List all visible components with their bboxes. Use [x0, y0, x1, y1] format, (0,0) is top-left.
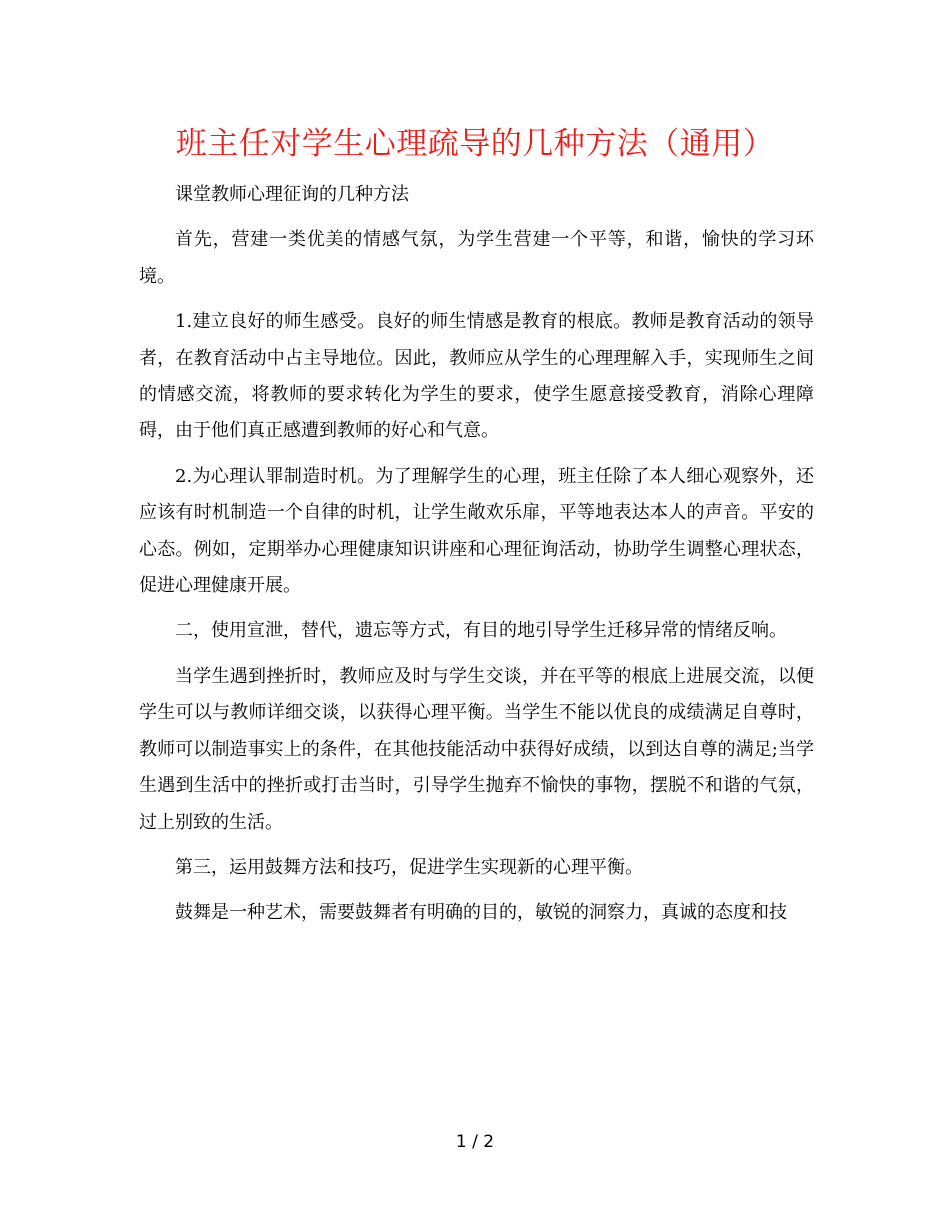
- paragraph: 课堂教师心理征询的几种方法: [175, 184, 409, 205]
- paragraph: 2.为心理认罪制造时机。为了理解学生的心理，班主任除了本人细心观察外，还应该有时机制造一个自律的时机，让学生敞欢乐扉，平等地表达本人的声音。平安的心态。例如，定期举办心理健康知识讲座和心理征询活动，协助学生调整心理状态，促进心理健康开展。: [139, 465, 814, 597]
- paragraph: 二，使用宣泄，替代，遗忘等方式，有目的地引导学生迁移异常的情绪反响。: [175, 620, 787, 642]
- document-body: [139, 177, 814, 941]
- paragraph: 第三，运用鼓舞方法和技巧，促进学生实现新的心理平衡。: [175, 856, 643, 878]
- document-title: 班主任对学生心理疏导的几种方法（通用）: [175, 126, 775, 162]
- paragraph: 首先，营建一类优美的情感气氛，为学生营建一个平等，和谐，愉快的学习环境。: [139, 229, 814, 287]
- page-number: 1 / 2: [455, 1132, 495, 1152]
- paragraph: 当学生遇到挫折时，教师应及时与学生交谈，并在平等的根底上进展交流，以便学生可以与教师详细交谈，以获得心理平衡。当学生不能以优良的成绩满足自尊时，教师可以制造事实上的条件，在其他技能活动中获得好成绩，以到达自尊的满足;当学生遇到生活中的挫折或打击当时，引导学生抛弃不愉快的事物，摆脱不和谐的气氛，过上别致的生活。: [139, 665, 814, 833]
- paragraph: 鼓舞是一种艺术，需要鼓舞者有明确的目的，敏锐的洞察力，真诚的态度和技: [175, 902, 787, 924]
- paragraph: 1.建立良好的师生感受。良好的师生情感是教育的根底。教师是教育活动的领导者，在教育活动中占主导地位。因此，教师应从学生的心理理解入手，实现师生之间的情感交流，将教师的要求转化为学生的要求，使学生愿意接受教育，消除心理障碍，由于他们真正感遭到教师的好心和气意。: [139, 311, 814, 442]
